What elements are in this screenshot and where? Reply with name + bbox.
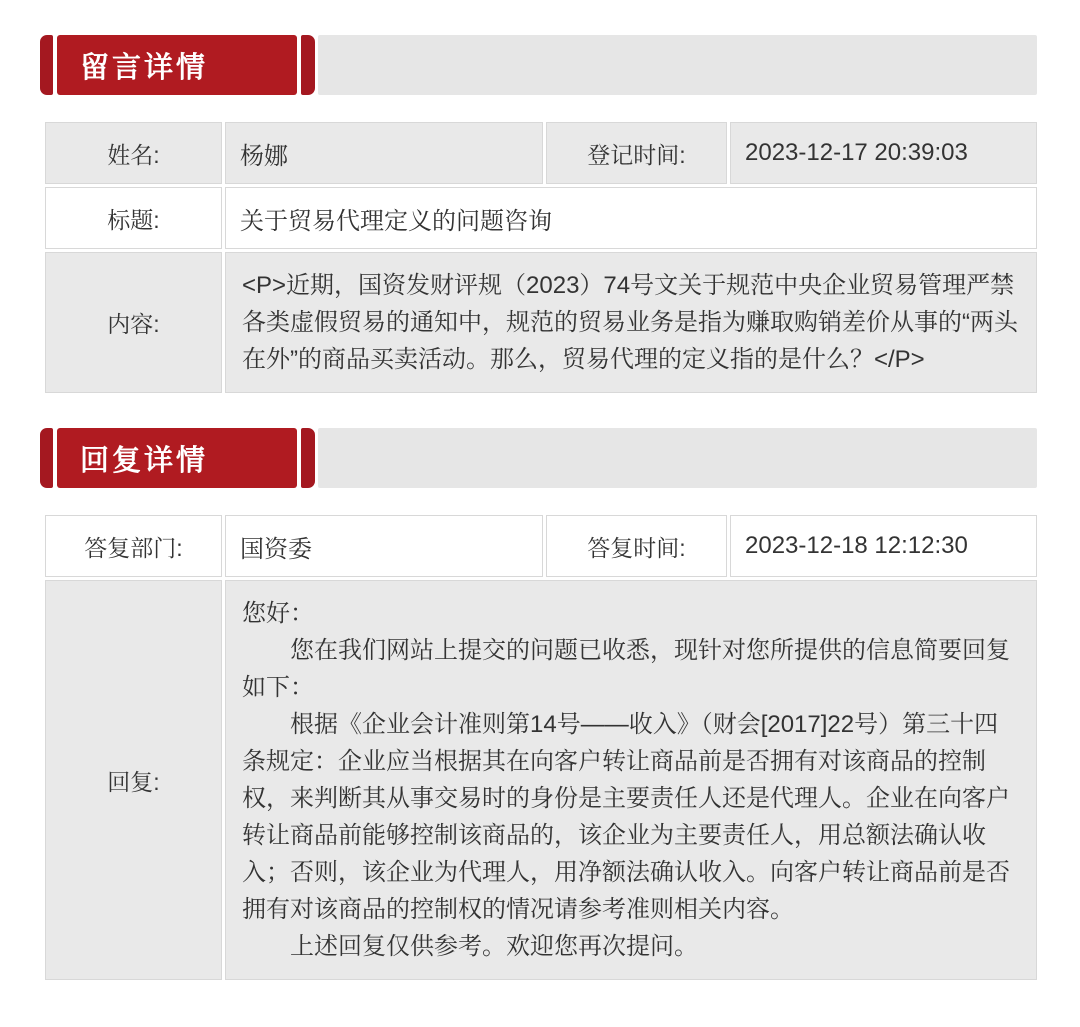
reply-time-label: 答复时间: [546, 515, 727, 577]
reply-paragraph: 根据《企业会计准则第14号——收入》（财会[2017]22号）第三十四条规定：企业应当根据其在向客户转让商品前是否拥有对该商品的控制权，来判断其从事交易时的身份是主要责任人还是代理人。企业在向客户转让商品前能够控制该商品的，该企业为主要责任人，用总额法确认收入；否则，该企业为代理人，用净额法确认收入。向客户转让商品前是否拥有对该商品的控制权的情况请参考准则相关内容。 [242, 711, 1010, 923]
name-label: 姓名: [45, 122, 222, 184]
message-section-header [40, 35, 1037, 95]
reply-greeting: 您好： [242, 600, 314, 627]
table-row [45, 122, 1037, 184]
header-left-accent-bar [40, 428, 53, 488]
header-left-accent-bar [40, 35, 53, 95]
message-section-title-banner [57, 35, 297, 95]
reply-section-title-banner [57, 428, 297, 488]
message-section-title: 留言详情 [80, 51, 209, 84]
content-label: 内容: [45, 252, 222, 393]
header-right-accent-bar [301, 428, 315, 488]
reply-label: 回复: [45, 580, 222, 980]
reply-paragraph: 您在我们网站上提交的问题已收悉，现针对您所提供的信息简要回复如下： [242, 637, 1010, 701]
header-gray-strip [318, 428, 1037, 488]
reply-section-title: 回复详情 [80, 444, 209, 477]
table-row [45, 187, 1037, 249]
message-detail-table [42, 119, 1040, 396]
reply-detail-table [42, 512, 1040, 983]
table-row [45, 252, 1037, 393]
reply-value [225, 580, 1037, 980]
header-gray-strip [318, 35, 1037, 95]
header-right-accent-bar [301, 35, 315, 95]
reply-paragraph: 上述回复仅供参考。欢迎您再次提问。 [290, 933, 698, 960]
subject-value: 关于贸易代理定义的问题咨询 [225, 187, 1037, 249]
reply-dept-value: 国资委 [225, 515, 543, 577]
table-row [45, 515, 1037, 577]
reply-time-value: 2023-12-18 12:12:30 [730, 515, 1037, 577]
register-time-value: 2023-12-17 20:39:03 [730, 122, 1037, 184]
reply-section-header [40, 428, 1037, 488]
name-value: 杨娜 [225, 122, 543, 184]
table-row [45, 580, 1037, 980]
content-value [225, 252, 1037, 393]
register-time-label: 登记时间: [546, 122, 727, 184]
subject-label: 标题: [45, 187, 222, 249]
content-text: <P>近期，国资发财评规（2023）74号文关于规范中央企业贸易管理严禁各类虚假贸易的通知中，规范的贸易业务是指为赚取购销差价从事的“两头在外”的商品买卖活动。那么，贸易代理的定义指的是什么？</P> [242, 272, 1018, 373]
reply-dept-label: 答复部门: [45, 515, 222, 577]
